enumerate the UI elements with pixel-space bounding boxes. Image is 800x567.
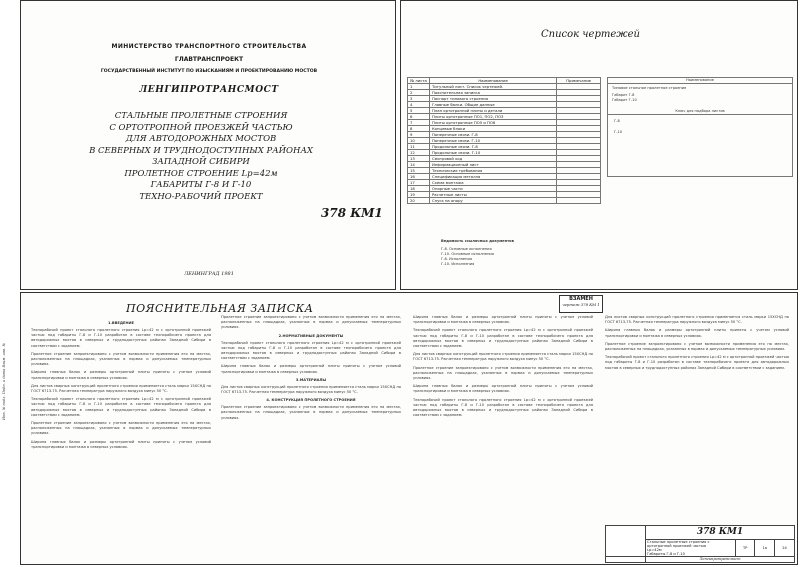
ref-item: Г-8. Исполнения <box>441 257 472 261</box>
note-column <box>605 315 789 374</box>
side-item: Габарит Г-8 <box>612 93 635 97</box>
note-column <box>221 315 401 424</box>
table-cell: Опорные части <box>429 186 556 192</box>
section-title: 1.ВВЕДЕНИЕ <box>108 321 134 325</box>
stamp-sub: чертеж 378 КМ 1 <box>562 302 600 307</box>
table-cell: Титульный лист. Список чертежей. <box>429 84 556 90</box>
drawings-body <box>408 84 601 204</box>
key-heading: Ключ для подбора листов <box>675 109 725 113</box>
span-line: ПРОЛЕТНОЕ СТРОЕНИЕ Lp=42м <box>124 168 278 179</box>
table-cell: 14 <box>408 162 430 168</box>
list-heading: Список чертежей <box>541 29 640 40</box>
column-header: Примечание <box>557 78 601 84</box>
stamp-gauge: Габариты Г-8 и Г-10 <box>647 552 685 556</box>
paragraph: Ширина главных балок и размеры ортотропной плиты приняты с учетом условий транспортировки и монтажа в северных условиях. <box>413 384 593 394</box>
stamp-desc-line: Стальные пролетные строения с ортотропной проезжей частью <box>647 540 710 548</box>
replacement-stamp <box>559 295 603 313</box>
title-line: В СЕВЕРНЫХ И ТРУДНОДОСТУПНЫХ РАЙОНАХ <box>89 145 313 156</box>
stamp-org: Ленгипротрансмост <box>646 557 795 563</box>
gauge-key: Г-10 <box>614 130 623 134</box>
note-sheet <box>20 292 798 565</box>
table-cell: Плиты ортотропные ПО5 и ПО6 <box>429 120 556 126</box>
table-cell: 8 <box>408 126 430 132</box>
paragraph: Технорабочий проект стального пролетного строения Lp=42 м с ортотропной проезжей частью под габариты Г-8 и Г-10 разработан в составе технорабочего проекта для автодорожных мостов в северных и труднодоступных районах Западной Сибири в соответствии с заданием. <box>413 397 593 418</box>
table-cell: 10 <box>408 138 430 144</box>
table-cell: Информационный лист <box>429 162 556 168</box>
table-cell: Смотровой ход <box>429 156 556 162</box>
stamp-sheet: 1а <box>755 540 775 557</box>
paragraph: Пролетное строение запроектировано с учетом возможности применения его на местах, расположенных на площадках, указанных в нормах и допускаемых температурных условиях. <box>221 405 401 420</box>
table-cell: Технические требования <box>429 168 556 174</box>
side-item: Габарит Г-10 <box>612 98 637 102</box>
side-table-header: Наименование <box>608 78 792 84</box>
paragraph: Технорабочий проект стального пролетного строения Lp=42 м с ортотропной проезжей частью под габариты Г-8 и Г-10 разработан в составе технорабочего проекта для автодорожных мостов в северных и труднодоступных районах Западной Сибири в соответствии с заданием. <box>605 355 789 370</box>
ref-item: Г-8. Основные исполнения <box>441 247 492 251</box>
table-cell: Главные балки. Общие данные <box>429 102 556 108</box>
paragraph: Ширина главных балок и размеры ортотропной плиты приняты с учетом условий транспортировки и монтажа в северных условиях. <box>605 328 789 338</box>
table-cell: 17 <box>408 180 430 186</box>
note-column <box>413 315 593 421</box>
table-cell: План ортотропной плиты и детали <box>429 108 556 114</box>
note-heading: ПОЯСНИТЕЛЬНАЯ ЗАПИСКА <box>126 302 314 315</box>
ref-list <box>441 247 591 267</box>
table-cell: 15 <box>408 168 430 174</box>
table-cell: 16 <box>408 174 430 180</box>
column-header: Наименование <box>429 78 556 84</box>
table-cell: 11 <box>408 144 430 150</box>
title-line: С ОРТОТРОПНОЙ ПРОЕЗЖЕЙ ЧАСТЬЮ <box>109 122 293 133</box>
table-cell: 3 <box>408 96 430 102</box>
table-cell: Спецификация металла <box>429 174 556 180</box>
table-cell: Концевые блоки <box>429 126 556 132</box>
city-year: ЛЕНИНГРАД 1981 <box>184 271 234 277</box>
stage-line: ТЕХНО-РАБОЧИЙ ПРОЕКТ <box>139 191 263 202</box>
ministry: МИНИСТЕРСТВО ТРАНСПОРТНОГО СТРОИТЕЛЬСТВА <box>111 43 307 50</box>
project-code: 378 КМ1 <box>321 206 383 220</box>
drawings-list-sheet <box>400 0 798 290</box>
column-header: № листа <box>408 78 430 84</box>
paragraph: Для листов сварных конструкций пролетного строения применяется сталь марки 15ХСНД по ГОСТ 6713-75. Расчетная температура наружного воздуха минус 50 °С. <box>605 315 789 325</box>
agency: ГЛАВТРАНСПРОЕКТ <box>174 56 244 63</box>
table-cell: 4 <box>408 102 430 108</box>
org-name: ЛЕНГИПРОТРАНСМОСТ <box>139 85 279 95</box>
table-cell: Паспорт типового строения <box>429 96 556 102</box>
table-cell: Продольные связи. Г-10 <box>429 150 556 156</box>
table-cell: 5 <box>408 108 430 114</box>
table-cell: 2 <box>408 90 430 96</box>
table-cell: Поперечные связи. Г-8 <box>429 132 556 138</box>
paragraph: Технорабочий проект стального пролетного строения Lp=42 м с ортотропной проезжей частью под габариты Г-8 и Г-10 разработан в составе технорабочего проекта для автодорожных мостов в северных и труднодоступных районах Западной Сибири в соответствии с заданием. <box>413 328 593 349</box>
stamp-stage: ТР <box>736 540 755 557</box>
table-cell: Продольные связи. Г-8 <box>429 144 556 150</box>
title-line: ЗАПАДНОЙ СИБИРИ <box>152 157 250 167</box>
ref-item: Г-10. Исполнения <box>441 262 475 266</box>
side-table <box>607 77 793 177</box>
stamp-description <box>646 540 736 557</box>
table-cell: Поперечные связи. Г-10 <box>429 138 556 144</box>
table-cell: 18 <box>408 186 430 192</box>
stamp-code: 378 КМ1 <box>646 526 795 540</box>
drawings-table <box>407 77 601 204</box>
section-title: 3.МАТЕРИАЛЫ <box>295 377 327 382</box>
margin-note: Инв. № подл. Подп. и дата Взам. инв. № <box>2 343 6 420</box>
table-cell: Расчетные листы <box>429 192 556 198</box>
paragraph: Пролетное строение запроектировано с учетом возможности применения его на местах, расположенных на площадках, указанных в нормах и допускаемых температурных условиях. <box>31 351 211 367</box>
paragraph: Пролетное строение запроектировано с учетом возможности применения его на местах, расположенных на площадках, указанных в нормах и допускаемых температурных условиях. <box>221 315 401 330</box>
gauge-line: ГАБАРИТЫ Г-8 И Г-10 <box>150 180 252 190</box>
table-row <box>408 198 601 204</box>
paragraph: Пролетное строение запроектировано с учетом возможности применения его на местах, расположенных на площадках, указанных в нормах и допускаемых температурных условиях. <box>31 421 211 436</box>
paragraph: Ширина главных балок и размеры ортотропной плиты приняты с учетом условий транспортировки и монтажа в северных условиях. <box>221 364 401 374</box>
table-cell: 7 <box>408 120 430 126</box>
title-block-stamp <box>605 525 795 563</box>
table-cell: Спуск на опору <box>429 198 556 204</box>
table-cell: Пояснительная записка <box>429 90 556 96</box>
title-block <box>51 111 351 203</box>
ref-item: Г-10. Основные исполнения <box>441 252 494 256</box>
paragraph: Ширина главных балок и размеры ортотропной плиты приняты с учетом условий транспортировки и монтажа в северных условиях. <box>413 315 593 325</box>
paragraph: Ширина главных балок и размеры ортотропной плиты приняты с учетом условий транспортировки и монтажа в северных условиях. <box>31 370 211 380</box>
paragraph: Пролетное строение запроектировано с учетом возможности применения его на местах, расположенных на площадках, указанных в нормах и допускаемых температурных условиях. <box>605 341 789 352</box>
paragraph: Пролетное строение запроектировано с учетом возможности применения его на местах, расположенных на площадках, указанных в нормах и допускаемых температурных условиях. <box>413 365 593 381</box>
table-cell: 6 <box>408 114 430 120</box>
gauge-key: Г-8 <box>608 114 792 128</box>
stamp-label: ВЗАМЕН <box>569 296 593 302</box>
paragraph: Для листов сварных конструкций пролетного строения применяется сталь марки 15ХСНД по ГОСТ 6713-75. Расчетная температура наружного воздуха минус 50 °С. <box>31 383 211 394</box>
institute: ГОСУДАРСТВЕННЫЙ ИНСТИТУТ ПО ИЗЫСКАНИЯМ И ПРОЕКТИРОВАНИЮ МОСТОВ <box>100 69 318 74</box>
table-cell: 19 <box>408 192 430 198</box>
table-cell: Плиты ортотропные ПО1, ПО2, ПО3 <box>429 114 556 120</box>
table-cell: 1 <box>408 84 430 90</box>
title-line: ДЛЯ АВТОДОРОЖНЫХ МОСТОВ <box>125 134 277 144</box>
table-cell: 20 <box>408 198 430 204</box>
side-item: Типовое стальное пролетное строение <box>612 86 687 90</box>
paragraph: Технорабочий проект стального пролетного строения Lp=42 м с ортотропной проезжей частью под габариты Г-8 и Г-10 разработан в составе технорабочего проекта для автодорожных мостов в северных и труднодоступных районах Западной Сибири в соответствии с заданием. <box>31 328 211 348</box>
note-column <box>31 321 211 453</box>
stamp-span: Lp=42м <box>647 548 662 552</box>
stamp-sheets: 24 <box>775 540 795 557</box>
section-title: 4. КОНСТРУКЦИЯ ПРОЛЕТНОГО СТРОЕНИЯ <box>266 398 356 403</box>
paragraph: Ширина главных балок и размеры ортотропной плиты приняты с учетом условий транспортировки и монтажа в северных условиях. <box>31 439 211 449</box>
title-sheet <box>20 0 396 290</box>
table-cell: Схема монтажа <box>429 180 556 186</box>
table-cell: 12 <box>408 150 430 156</box>
paragraph: Для листов сварных конструкций пролетного строения применяется сталь марки 15ХСНД по ГОСТ 6713-75. Расчетная температура наружного воздуха минус 50 °С. <box>413 352 593 362</box>
paragraph: Технорабочий проект стального пролетного строения Lp=42 м с ортотропной проезжей частью под габариты Г-8 и Г-10 разработан в составе технорабочего проекта для автодорожных мостов в северных и труднодоступных районах Западной Сибири в соответствии с заданием. <box>221 340 401 361</box>
table-cell: 9 <box>408 132 430 138</box>
section-title: 2.НОРМАТИВНЫЕ ДОКУМЕНТЫ <box>278 333 344 338</box>
title-line: СТАЛЬНЫЕ ПРОЛЕТНЫЕ СТРОЕНИЯ <box>114 111 288 121</box>
paragraph: Технорабочий проект стального пролетного строения Lp=42 м с ортотропной проезжей частью под габариты Г-8 и Г-10 разработан в составе технорабочего проекта для автодорожных мостов в северных и труднодоступных районах Западной Сибири в соответствии с заданием. <box>31 397 211 417</box>
table-cell <box>557 198 601 204</box>
ref-note: Ведомость ссылочных документов <box>441 239 514 243</box>
paragraph: Для листов сварных конструкций пролетного строения применяется сталь марки 15ХСНД по ГОСТ 6713-75. Расчетная температура наружного воздуха минус 50 °С. <box>221 384 401 395</box>
margin-strip <box>0 0 18 567</box>
table-cell: 13 <box>408 156 430 162</box>
